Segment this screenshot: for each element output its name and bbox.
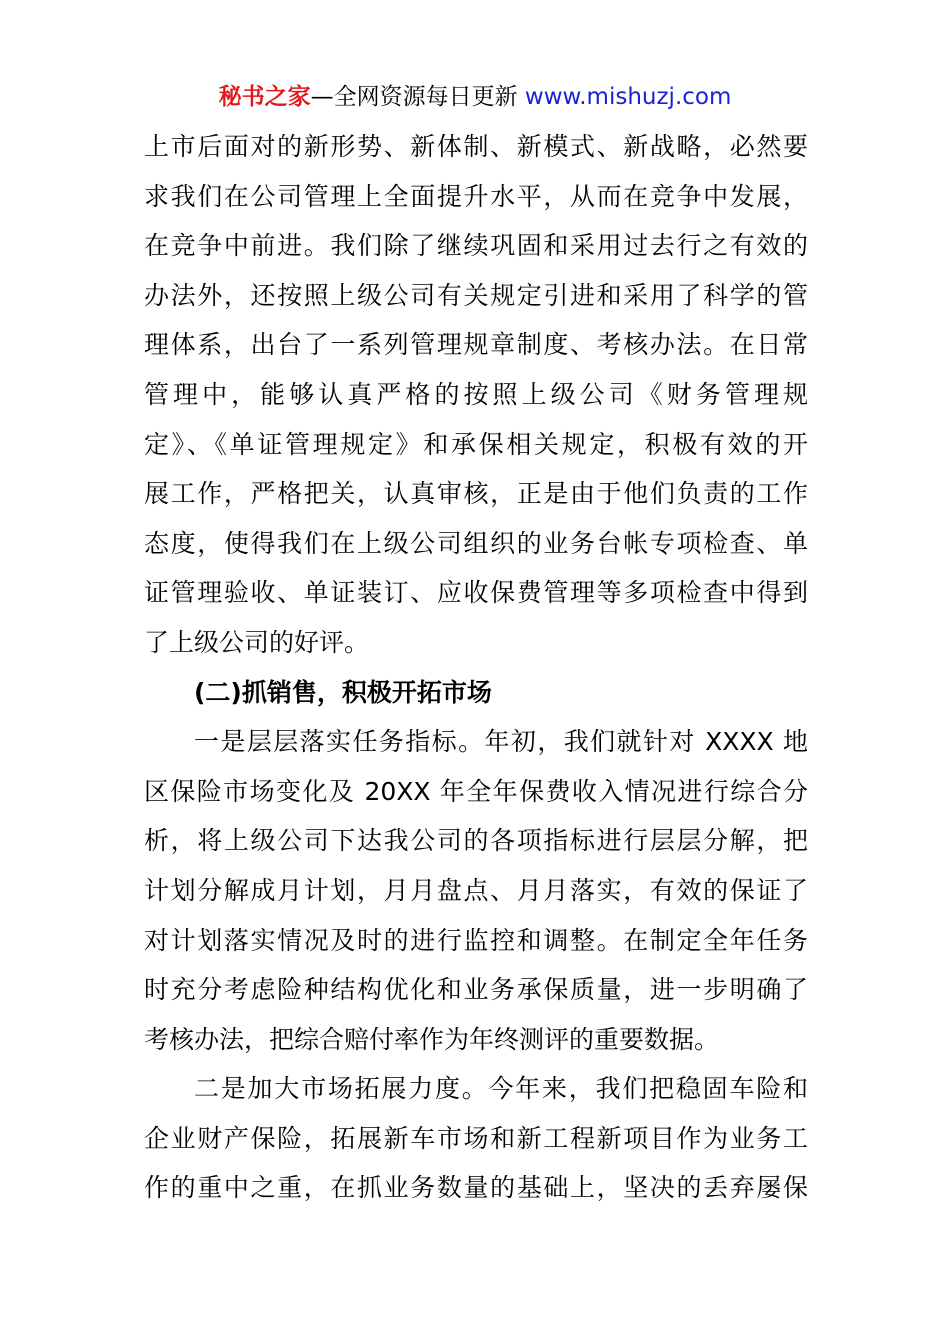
text-line: 考核办法，把综合赔付率作为年终测评的重要数据。	[144, 1024, 720, 1054]
text-line: 展工作，严格把关，认真审核，正是由于他们负责的工作	[144, 479, 808, 509]
text-line: 上市后面对的新形势、新体制、新模式、新战略，必然要	[144, 132, 808, 161]
document-body	[144, 122, 808, 1213]
text-line: 求我们在公司管理上全面提升水平，从而在竞争中发展，	[144, 181, 808, 211]
site-brand: 秘书之家	[218, 84, 311, 110]
text-line: 管理中，能够认真严格的按照上级公司《财务管理规	[144, 379, 808, 409]
text-line: 企业财产保险，拓展新车市场和新工程新项目作为业务工	[144, 1123, 808, 1153]
text-line: 一是层层落实任务指标。年初，我们就针对 XXXX 地	[194, 727, 808, 757]
text-line: 理体系，出台了一系列管理规章制度、考核办法。在日常	[144, 330, 808, 360]
section-heading: (二)抓销售，积极开拓市场	[194, 677, 492, 707]
site-header	[0, 82, 950, 112]
text-line: 作的重中之重，在抓业务数量的基础上，坚决的丢弃屡保	[144, 1173, 808, 1203]
text-line: 定》、《单证管理规定》和承保相关规定，积极有效的开	[144, 429, 808, 459]
text-line: 在竞争中前进。我们除了继续巩固和采用过去行之有效的	[144, 231, 808, 261]
text-line: 时充分考虑险种结构优化和业务承保质量，进一步明确了	[144, 975, 808, 1005]
text-line: 计划分解成月计划，月月盘点、月月落实，有效的保证了	[144, 875, 808, 905]
site-url[interactable]: www.mishuzj.com	[524, 84, 732, 110]
text-line: 区保险市场变化及 20XX 年全年保费收入情况进行综合分	[144, 776, 808, 806]
site-tagline: —全网资源每日更新	[310, 84, 525, 110]
text-line: 态度，使得我们在上级公司组织的业务台帐专项检查、单	[144, 528, 808, 558]
text-line: 证管理验收、单证装订、应收保费管理等多项检查中得到	[144, 578, 808, 608]
text-line: 对计划落实情况及时的进行监控和调整。在制定全年任务	[144, 925, 808, 955]
text-line: 析，将上级公司下达我公司的各项指标进行层层分解，把	[144, 826, 808, 856]
text-line: 二是加大市场拓展力度。今年来，我们把稳固车险和	[194, 1074, 808, 1104]
text-line: 了上级公司的好评。	[144, 627, 370, 657]
text-line: 办法外，还按照上级公司有关规定引进和采用了科学的管	[144, 280, 808, 310]
